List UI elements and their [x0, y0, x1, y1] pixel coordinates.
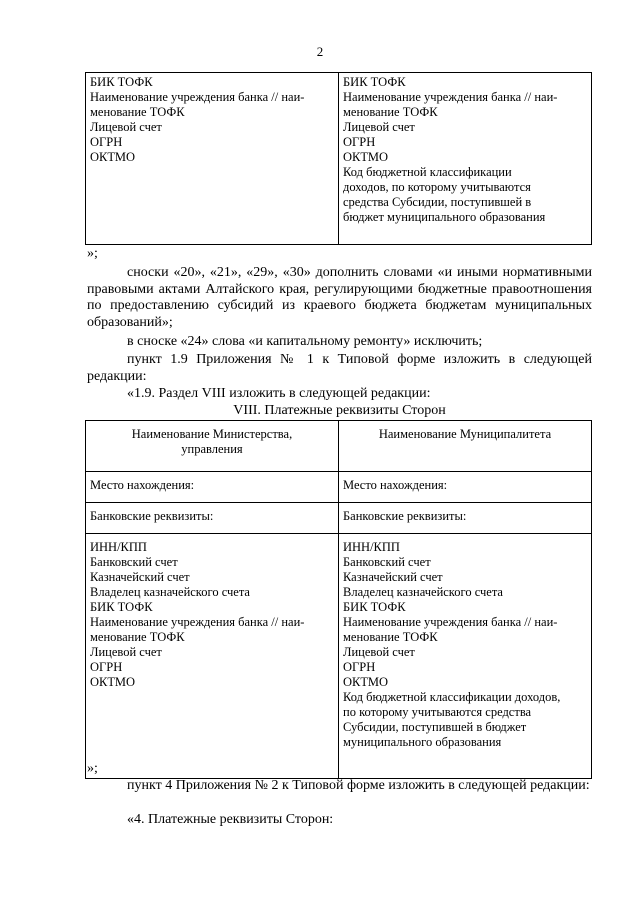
table1-right-line: бюджет муниципального образования [343, 210, 546, 224]
requisites-left-line: Владелец казначейского счета [90, 585, 250, 599]
requisites-right-line: Код бюджетной классификации доходов, [343, 690, 561, 704]
requisites-right-line: по которому учитываются средства [343, 705, 532, 719]
requisites-right-cell [339, 534, 592, 779]
header-municipality-cell [339, 421, 592, 472]
location-right-cell [339, 472, 592, 503]
table1-right-line: Лицевой счет [343, 120, 415, 134]
requisites-right-line: БИК ТОФК [343, 600, 406, 614]
requisites-table-continued [85, 72, 592, 245]
requisites-right-line: Банковский счет [343, 555, 431, 569]
requisites-right-line: Лицевой счет [343, 645, 415, 659]
requisites-right-line: менование ТОФК [343, 630, 438, 644]
requisites-left-line: менование ТОФК [90, 630, 185, 644]
table1-left-line: БИК ТОФК [90, 75, 153, 89]
table1-right-line: средства Субсидии, поступившей в [343, 195, 532, 209]
requisites-left-line: БИК ТОФК [90, 600, 153, 614]
requisites-left-line: ИНН/КПП [90, 540, 147, 554]
paragraph-item-4: пункт 4 Приложения № 2 к Типовой форме изложить в следующей редакции: [127, 778, 590, 793]
table1-left-line: ОКТМО [90, 150, 135, 164]
bank-left-cell [86, 503, 339, 534]
table1-left-line: менование ТОФК [90, 105, 185, 119]
requisites-left-line: Лицевой счет [90, 645, 162, 659]
requisites-right-line: Наименование учреждения банка // наи- [343, 615, 558, 629]
location-left-cell [86, 472, 339, 503]
paragraph-item-1-9: пункт 1.9 Приложения № 1 к Типовой форме изложить в следующей редакции: [87, 352, 592, 384]
requisites-right-line: муниципального образования [343, 735, 502, 749]
table1-right-line: ОКТМО [343, 150, 388, 164]
table1-right-line: ОГРН [343, 135, 376, 149]
header-ministry-line: управления [181, 442, 243, 456]
table1-left-line: Лицевой счет [90, 120, 162, 134]
table1-left-cell [86, 73, 339, 245]
location-right: Место нахождения: [343, 478, 448, 492]
requisites-right-line: Казначейский счет [343, 570, 443, 584]
requisites-left-line: ОГРН [90, 660, 123, 674]
bank-details-right: Банковские реквизиты: [343, 509, 467, 523]
section-title: VIII. Платежные реквизиты Сторон [233, 403, 446, 418]
table1-right-cell [339, 73, 592, 245]
table1-left-line: Наименование учреждения банка // наи- [90, 90, 305, 104]
requisites-right-line: Субсидии, поступившей в бюджет [343, 720, 527, 734]
quote-close-1: »; [87, 246, 98, 261]
page-number: 2 [316, 44, 324, 59]
requisites-right-line: Владелец казначейского счета [343, 585, 503, 599]
table1-right-line: Код бюджетной классификации [343, 165, 512, 179]
requisites-right-line: ОКТМО [343, 675, 388, 689]
payment-requisites-table [85, 420, 592, 779]
table1-right-line: менование ТОФК [343, 105, 438, 119]
requisites-left-line: Наименование учреждения банка // наи- [90, 615, 305, 629]
requisites-left-cell [86, 534, 339, 779]
header-ministry-line: Наименование Министерства, [131, 427, 293, 441]
paragraph-footnotes: сноски «20», «21», «29», «30» дополнить словами «и иными нормативными правовыми актами Алтайского края, регулирующими бюджетные правоотношения по предоставлению субсидий из краевого бюджета бюджетам муниципальных образований»; [87, 265, 592, 330]
table1-right-line: Наименование учреждения банка // наи- [343, 90, 558, 104]
requisites-right-line: ИНН/КПП [343, 540, 400, 554]
requisites-left-line: Банковский счет [90, 555, 178, 569]
header-municipality: Наименование Муниципалитета [378, 427, 552, 441]
bank-details-left: Банковские реквизиты: [90, 509, 214, 523]
requisites-left-line: ОКТМО [90, 675, 135, 689]
requisites-right-line: ОГРН [343, 660, 376, 674]
quote-close-2: »; [87, 761, 98, 776]
requisites-left-line: Казначейский счет [90, 570, 190, 584]
table1-right-line: БИК ТОФК [343, 75, 406, 89]
paragraph-footnote-24: в сноске «24» слова «и капитальному ремонту» исключить; [127, 334, 483, 349]
paragraph-section-viii: «1.9. Раздел VIII изложить в следующей редакции: [127, 386, 431, 401]
table1-left-line: ОГРН [90, 135, 123, 149]
table1-right-line: доходов, по которому учитываются [343, 180, 531, 194]
location-left: Место нахождения: [90, 478, 195, 492]
paragraph-section-4: «4. Платежные реквизиты Сторон: [127, 812, 334, 827]
bank-right-cell [339, 503, 592, 534]
header-ministry-cell [86, 421, 339, 472]
